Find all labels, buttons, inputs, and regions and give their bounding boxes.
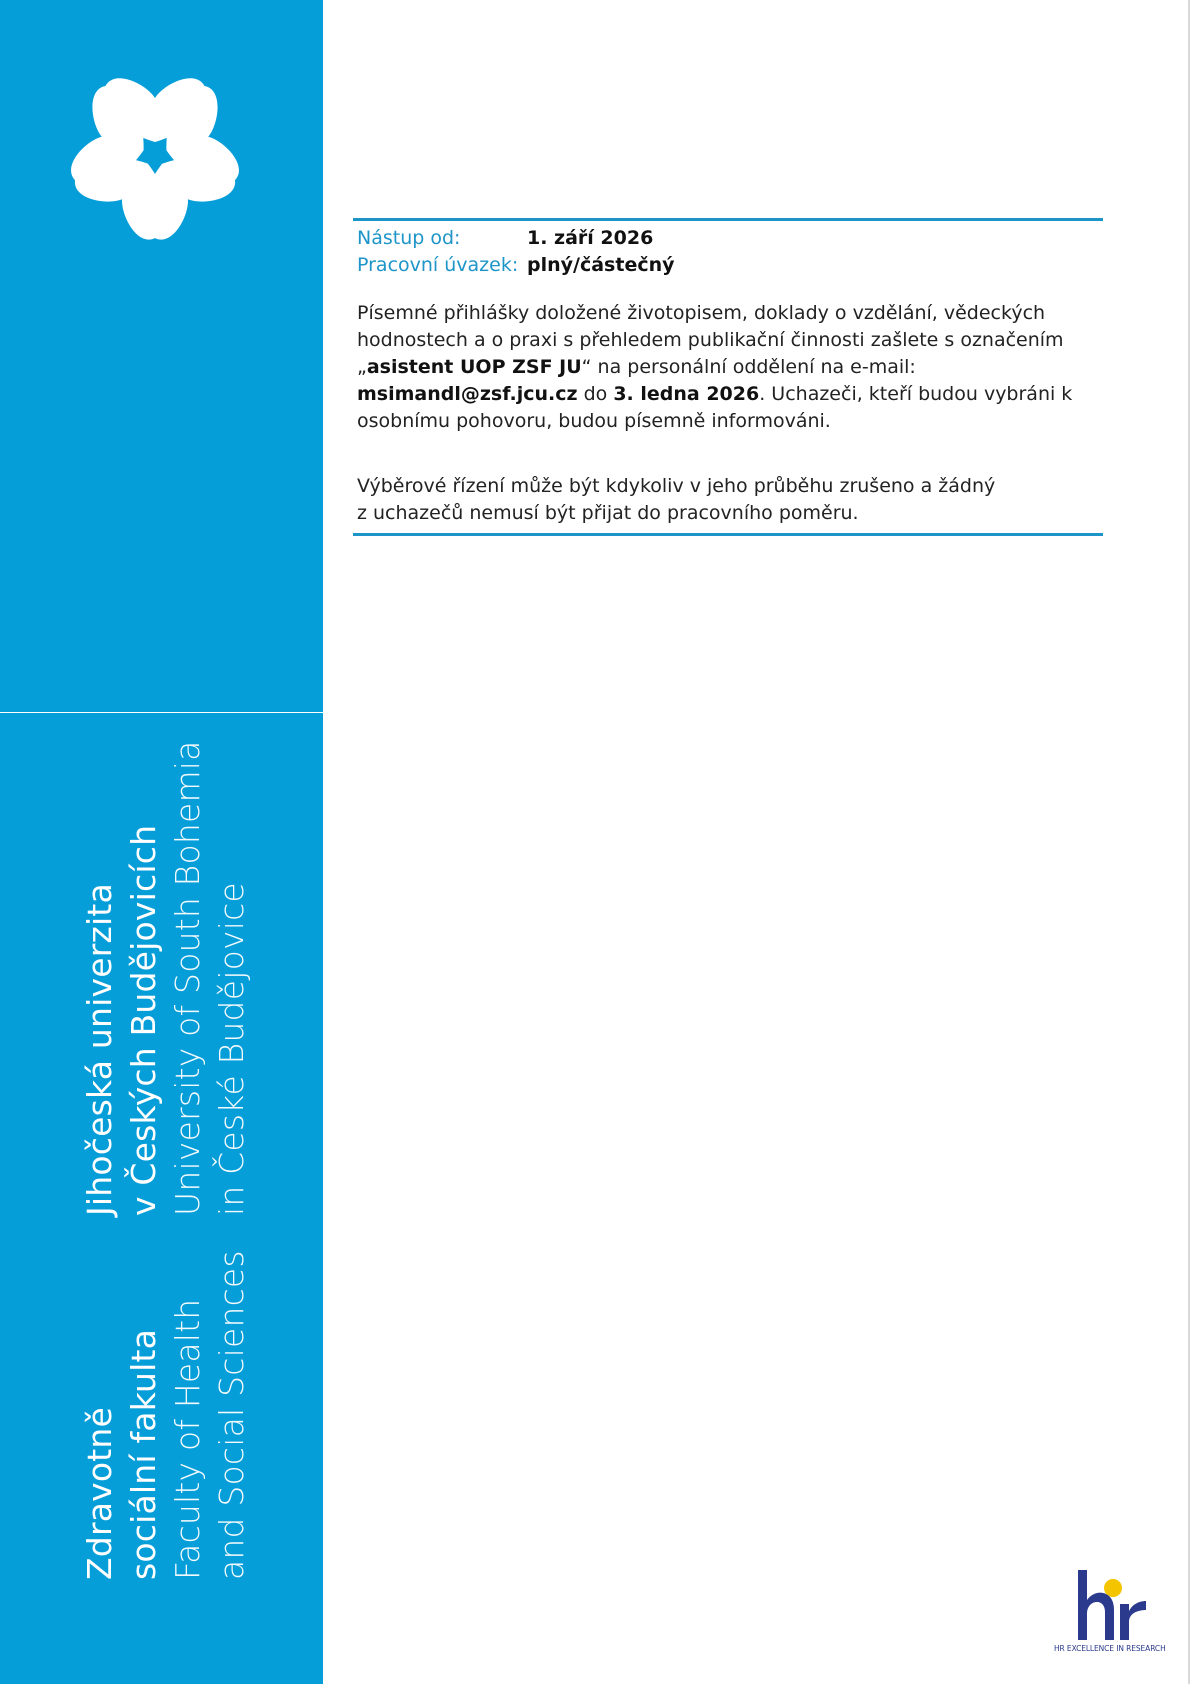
hr-excellence-caption: HR EXCELLENCE IN RESEARCH	[1054, 1644, 1166, 1653]
workload-label: Pracovní úvazek:	[357, 254, 519, 276]
heart-flower-icon	[50, 54, 260, 264]
sidebar	[0, 0, 323, 1684]
faculty-name-cz-2: sociální fakulta	[124, 1328, 163, 1580]
application-instructions	[353, 300, 1103, 435]
faculty-name-cz-1: Zdravotně	[80, 1406, 119, 1580]
start-date-label: Nástup od:	[357, 227, 461, 249]
application-deadline: 3. ledna 2026	[613, 383, 760, 405]
university-name-cz-2: v Českých Budějovicích	[124, 824, 163, 1216]
start-date-row	[353, 225, 1103, 252]
application-text-3: do	[577, 383, 614, 405]
workload-row	[353, 252, 1103, 279]
selection-notice-line-1: Výběrové řízení může být kdykoliv v jeho průběhu zrušeno a žádný	[357, 475, 996, 497]
faculty-name-en-1: Faculty of Health	[168, 1298, 207, 1580]
sidebar-seam	[0, 712, 323, 713]
university-name	[78, 740, 254, 1216]
university-name-en-2: in České Budějovice	[212, 882, 251, 1216]
faculty-name	[78, 1250, 254, 1580]
application-text-1: Písemné přihlášky doložené životopisem, doklady o vzdělání, vědeckých hodnostech a o praxi s přehledem publikační činnosti zašlete s označením „	[357, 302, 1064, 378]
contact-email[interactable]: msimandl@zsf.jcu.cz	[357, 383, 578, 405]
university-name-en-1: University of South Bohemia	[168, 740, 207, 1216]
application-text-4: . Uchazeči, kteří budou vybráni k osobnímu pohovoru, budou písemně informováni.	[357, 383, 1073, 432]
selection-notice	[353, 473, 1103, 527]
selection-notice-line-2: z uchazečů nemusí být přijat do pracovního poměru.	[357, 502, 859, 524]
application-code: asistent UOP ZSF JU	[366, 356, 582, 378]
top-rule	[353, 218, 1103, 221]
faculty-name-en-2: and Social Sciences	[212, 1250, 251, 1580]
job-offer-content	[353, 218, 1103, 536]
job-info	[353, 225, 1103, 279]
start-date-value: 1. září 2026	[527, 227, 654, 249]
hr-excellence-logo-icon	[1054, 1564, 1164, 1654]
bottom-rule	[353, 533, 1103, 536]
workload-value: plný/částečný	[527, 254, 675, 276]
university-name-cz-1: Jihočeská univerzita	[80, 883, 119, 1216]
application-text-2: “ na personální oddělení na e-mail:	[581, 356, 916, 378]
